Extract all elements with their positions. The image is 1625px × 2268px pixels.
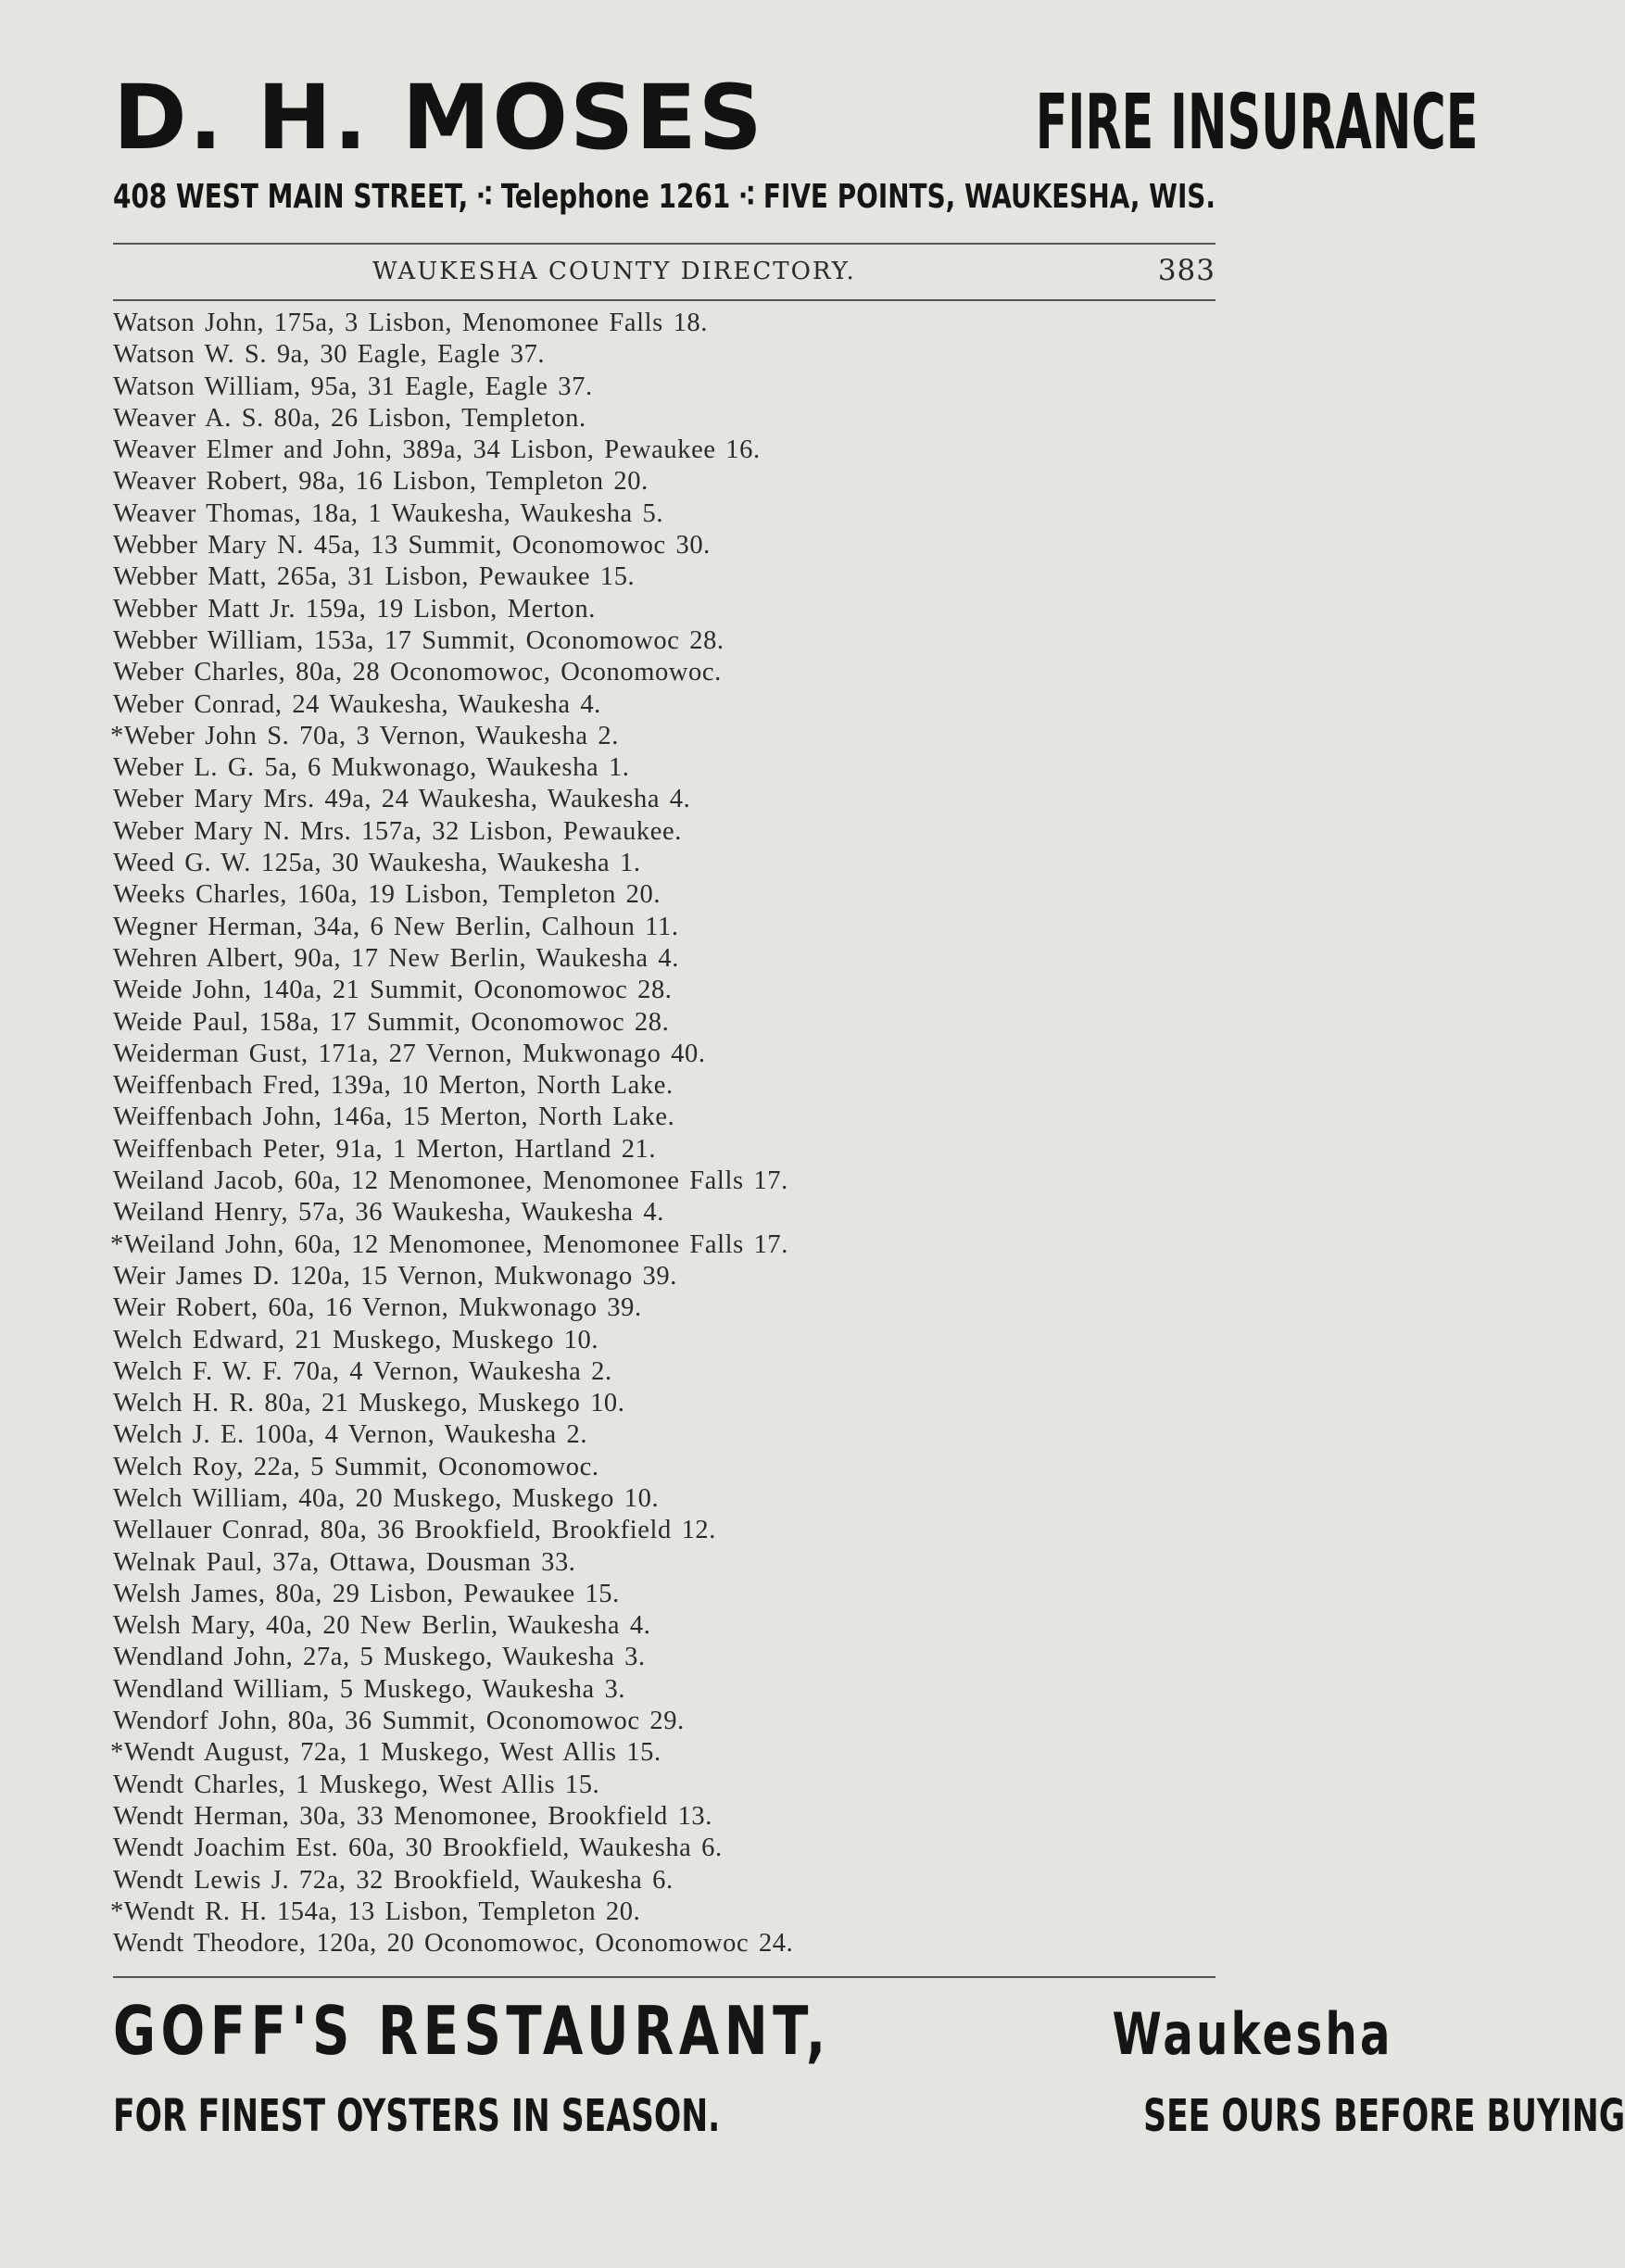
directory-listing (110, 308, 1216, 1959)
directory-entry: Weide Paul, 158a, 17 Summit, Oconomowoc 28. (113, 1007, 670, 1037)
directory-entry: Wendt Theodore, 120a, 20 Oconomowoc, Oconomowoc 24. (113, 1929, 794, 1959)
directory-entry: Weaver Thomas, 18a, 1 Waukesha, Waukesha 5. (113, 498, 664, 528)
directory-entry: Wendland William, 5 Muskego, Waukesha 3. (113, 1674, 626, 1704)
separator-mark: ⁖ (737, 178, 756, 217)
directory-entry: Weiffenbach Peter, 91a, 1 Merton, Hartland 21. (113, 1134, 657, 1164)
ad-headline (113, 66, 1479, 170)
directory-entry: Webber William, 153a, 17 Summit, Oconomowoc 28. (113, 625, 724, 655)
top-divider (113, 243, 1216, 245)
directory-entry: Weber L. G. 5a, 6 Mukwonago, Waukesha 1. (113, 753, 630, 783)
directory-entry: Watson W. S. 9a, 30 Eagle, Eagle 37. (113, 340, 546, 370)
directory-entry: Wendt Herman, 30a, 33 Menomonee, Brookfield 13. (113, 1801, 713, 1831)
directory-entry: Welch H. R. 80a, 21 Muskego, Muskego 10. (113, 1389, 625, 1418)
advertiser-location: FIVE POINTS, WAUKESHA, WIS. (762, 178, 1216, 217)
restaurant-name: GOFF'S RESTAURANT, (113, 1992, 831, 2070)
bottom-advertisement (113, 1992, 1625, 2142)
directory-entry: Welch J. E. 100a, 4 Vernon, Waukesha 2. (113, 1420, 588, 1450)
restaurant-slogan (113, 2090, 1625, 2142)
directory-entry: Wendland John, 27a, 5 Muskego, Waukesha 3. (113, 1643, 646, 1672)
directory-entry: Watson William, 95a, 31 Eagle, Eagle 37. (113, 372, 593, 401)
advertiser-street: 408 WEST MAIN STREET, (113, 178, 469, 217)
directory-entry: Weide John, 140a, 21 Summit, Oconomowoc 28. (113, 976, 673, 1005)
directory-entry: Weber Mary Mrs. 49a, 24 Waukesha, Waukesha 4. (113, 785, 691, 814)
directory-entry: Wendt Lewis J. 72a, 32 Brookfield, Waukesha 6. (113, 1865, 674, 1895)
directory-entry: Weed G. W. 125a, 30 Waukesha, Waukesha 1. (113, 849, 641, 878)
restaurant-headline (113, 1992, 1393, 2070)
directory-entry: Welsh James, 80a, 29 Lisbon, Pewaukee 15. (113, 1579, 620, 1608)
header-divider (113, 299, 1216, 301)
advertiser-telephone: Telephone 1261 (500, 178, 731, 217)
slogan-right: SEE OURS BEFORE BUYING (1143, 2090, 1625, 2142)
directory-entry: Weaver Elmer and John, 389a, 34 Lisbon, Pewaukee 16. (113, 435, 761, 465)
directory-entry: Wendorf John, 80a, 36 Summit, Oconomowoc 29. (113, 1707, 685, 1736)
directory-entry: Weiffenbach John, 146a, 15 Merton, North Lake. (113, 1102, 675, 1132)
directory-entry: Weeks Charles, 160a, 19 Lisbon, Templeton 20. (113, 880, 661, 910)
directory-entry: Weiland Jacob, 60a, 12 Menomonee, Menomonee Falls 17. (113, 1166, 788, 1196)
directory-entry: Weaver Robert, 98a, 16 Lisbon, Templeton 20. (113, 467, 649, 497)
directory-entry: Wendt Charles, 1 Muskego, West Allis 15. (113, 1770, 600, 1799)
directory-entry: Webber Matt Jr. 159a, 19 Lisbon, Merton. (113, 594, 596, 624)
directory-entry: *Weber John S. 70a, 3 Vernon, Waukesha 2. (110, 721, 619, 750)
directory-entry: Welch William, 40a, 20 Muskego, Muskego 10. (113, 1483, 660, 1513)
top-advertisement (113, 66, 1479, 217)
advertiser-business: FIRE INSURANCE (1035, 79, 1479, 167)
directory-entry: Wendt Joachim Est. 60a, 30 Brookfield, Waukesha 6. (113, 1833, 723, 1863)
directory-entry: Welch F. W. F. 70a, 4 Vernon, Waukesha 2. (113, 1356, 612, 1386)
directory-entry: Weir James D. 120a, 15 Vernon, Mukwonago 39. (113, 1261, 677, 1291)
running-head (113, 252, 1216, 289)
directory-entry: *Weiland John, 60a, 12 Menomonee, Menomonee Falls 17. (110, 1229, 789, 1259)
directory-title: WAUKESHA COUNTY DIRECTORY. (372, 258, 856, 285)
page-number: 383 (1157, 254, 1216, 287)
advertiser-address-line (113, 178, 1216, 216)
directory-entry: Weiffenbach Fred, 139a, 10 Merton, North Lake. (113, 1071, 674, 1101)
directory-entry: Weir Robert, 60a, 16 Vernon, Mukwonago 39. (113, 1293, 642, 1323)
directory-entry: Weber Mary N. Mrs. 157a, 32 Lisbon, Pewaukee. (113, 816, 682, 846)
separator-mark: ⁖ (475, 178, 494, 217)
directory-entry: Wellauer Conrad, 80a, 36 Brookfield, Brookfield 12. (113, 1516, 716, 1545)
directory-entry: Weaver A. S. 80a, 26 Lisbon, Templeton. (113, 403, 586, 433)
advertiser-name: D. H. MOSES (113, 66, 764, 170)
directory-entry: Welsh Mary, 40a, 20 New Berlin, Waukesha 4. (113, 1611, 651, 1641)
directory-entry: *Wendt August, 72a, 1 Muskego, West Allis 15. (110, 1738, 661, 1768)
directory-entry: *Wendt R. H. 154a, 13 Lisbon, Templeton 20. (110, 1896, 641, 1926)
directory-entry: Welch Roy, 22a, 5 Summit, Oconomowoc. (113, 1452, 599, 1481)
directory-entry: Weiland Henry, 57a, 36 Waukesha, Waukesha 4. (113, 1198, 664, 1228)
restaurant-city: Waukesha (1112, 2000, 1393, 2068)
directory-entry: Wegner Herman, 34a, 6 New Berlin, Calhoun 11. (113, 912, 679, 941)
directory-entry: Welnak Paul, 37a, Ottawa, Dousman 33. (113, 1547, 576, 1577)
bottom-divider (113, 1976, 1216, 1978)
directory-entry: Weiderman Gust, 171a, 27 Vernon, Mukwonago 40. (113, 1039, 706, 1068)
directory-entry: Weber Charles, 80a, 28 Oconomowoc, Oconomowoc. (113, 658, 722, 687)
directory-entry: Webber Mary N. 45a, 13 Summit, Oconomowoc 30. (113, 531, 711, 561)
directory-entry: Weber Conrad, 24 Waukesha, Waukesha 4. (113, 689, 601, 719)
directory-entry: Welch Edward, 21 Muskego, Muskego 10. (113, 1325, 599, 1354)
directory-entry: Wehren Albert, 90a, 17 New Berlin, Waukesha 4. (113, 943, 679, 973)
directory-entry: Watson John, 175a, 3 Lisbon, Menomonee Falls 18. (113, 309, 708, 337)
slogan-left: FOR FINEST OYSTERS IN SEASON. (113, 2090, 721, 2142)
directory-entry: Webber Matt, 265a, 31 Lisbon, Pewaukee 15. (113, 562, 636, 592)
